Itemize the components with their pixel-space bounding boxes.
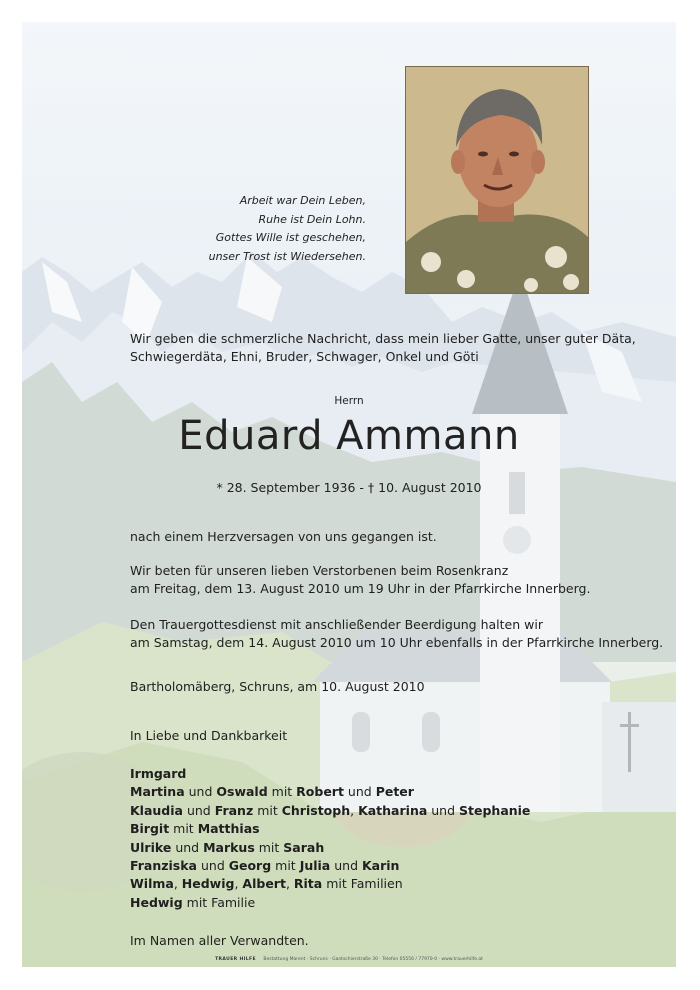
mourner-name: Oswald xyxy=(216,784,268,800)
salutation: Herrn xyxy=(334,395,364,407)
mourner-line xyxy=(130,783,630,801)
mourner-connector: , xyxy=(350,802,359,818)
mourner-line xyxy=(130,894,630,912)
mourner-name: Peter xyxy=(375,784,414,800)
rosary-notice xyxy=(130,562,650,598)
announcement-intro xyxy=(130,330,650,366)
memorial-verse xyxy=(142,192,366,266)
verse-line: Ruhe ist Dein Lohn. xyxy=(258,212,366,226)
mourner-name: Klaudia xyxy=(130,802,183,818)
mourner-name: Albert xyxy=(242,876,286,892)
mourner-connector: und xyxy=(330,858,362,874)
funeral-line: am Samstag, dem 14. August 2010 um 10 Uhr ebenfalls in der Pfarrkirche Innerberg. xyxy=(130,635,664,650)
signoff-line: Im Namen aller Verwandten. xyxy=(130,933,309,948)
mourner-connector: mit xyxy=(267,784,297,800)
mourner-connector: und xyxy=(171,839,204,855)
rosary-line: am Freitag, dem 13. August 2010 um 19 Uhr in der Pfarrkirche Innerberg. xyxy=(130,581,591,596)
intro-line: Wir geben die schmerzliche Nachricht, dass mein lieber Gatte, unser guter Däta, xyxy=(130,331,636,346)
mourner-name: Martina xyxy=(130,784,185,800)
mourner-name: Karin xyxy=(361,858,400,874)
funeral-home-footer xyxy=(22,957,676,962)
mourner-connector: mit xyxy=(169,821,198,837)
mourner-name: Robert xyxy=(296,784,344,800)
mourners-list xyxy=(130,765,630,912)
mourner-line xyxy=(130,875,630,893)
verse-line: unser Trost ist Wiedersehen. xyxy=(208,249,366,263)
mourner-connector: mit xyxy=(271,858,300,874)
mourner-name: Franz xyxy=(214,802,254,818)
mourner-connector: , xyxy=(234,876,243,892)
funeral-notice xyxy=(130,616,664,652)
mourner-connector: und xyxy=(427,802,460,818)
passed-statement xyxy=(130,528,650,546)
mourner-line xyxy=(130,839,630,857)
mourner-name: Markus xyxy=(203,839,255,855)
mourner-connector: und xyxy=(182,802,215,818)
mourner-name: Sarah xyxy=(283,839,325,855)
closing-line: In Liebe und Dankbarkeit xyxy=(130,728,288,743)
portrait-illustration xyxy=(406,67,588,293)
mourner-name: Irmgard xyxy=(130,766,187,781)
mourner-name: Hedwig xyxy=(130,894,183,910)
place-and-date xyxy=(130,678,650,696)
footer-text: Bestattung Marent · Schruns · Gantschierstraße 30 · Telefon 05556 / 77970-0 · www.trauerhilfe.at xyxy=(263,957,483,962)
life-dates: * 28. September 1936 - † 10. August 2010 xyxy=(216,480,482,495)
mourner-connector: mit Familien xyxy=(322,876,403,892)
mourner-name: Franziska xyxy=(130,858,197,874)
signoff xyxy=(130,932,650,950)
verse-line: Gottes Wille ist geschehen, xyxy=(215,231,366,244)
deceased-name: Eduard Ammann xyxy=(178,413,520,459)
mourner-name: Matthias xyxy=(197,821,260,837)
place-date-line: Bartholomäberg, Schruns, am 10. August 2010 xyxy=(130,679,425,694)
mourner-name: Hedwig xyxy=(181,876,235,892)
closing-phrase xyxy=(130,727,650,745)
mourner-connector: mit xyxy=(254,839,284,855)
funeral-line: Den Trauergottesdienst mit anschließender Beerdigung halten wir xyxy=(130,617,543,632)
mourner-line xyxy=(130,802,630,820)
mourner-connector: , xyxy=(285,876,294,892)
mourner-connector: und xyxy=(343,784,376,800)
portrait-photo xyxy=(405,66,589,294)
mourner-name: Wilma xyxy=(130,876,174,892)
mourner-line xyxy=(130,765,630,783)
mourner-connector: und xyxy=(197,858,229,874)
mourner-name: Julia xyxy=(299,858,331,874)
mourner-line xyxy=(130,820,630,838)
mourner-connector: mit xyxy=(253,802,282,818)
mourner-name: Georg xyxy=(228,858,272,874)
mourner-name: Stephanie xyxy=(459,802,531,818)
mourner-name: Katharina xyxy=(358,802,428,818)
mourner-name: Christoph xyxy=(281,802,351,818)
obituary-page xyxy=(22,22,676,967)
mourner-connector: mit Familie xyxy=(182,894,256,910)
mourner-name: Ulrike xyxy=(130,839,172,855)
mourner-name: Rita xyxy=(293,876,323,892)
verse-line: Arbeit war Dein Leben, xyxy=(239,194,366,207)
mourner-connector: und xyxy=(184,784,217,800)
passed-line: nach einem Herzversagen von uns gegangen ist. xyxy=(130,529,437,544)
rosary-line: Wir beten für unseren lieben Verstorbenen beim Rosenkranz xyxy=(130,563,509,578)
mourner-name: Birgit xyxy=(130,821,170,837)
mourner-connector: , xyxy=(173,876,182,892)
mourner-line xyxy=(130,857,630,875)
footer-brand: TRAUER HILFE xyxy=(215,957,256,962)
intro-line: Schwiegerdäta, Ehni, Bruder, Schwager, Onkel und Göti xyxy=(130,349,479,364)
